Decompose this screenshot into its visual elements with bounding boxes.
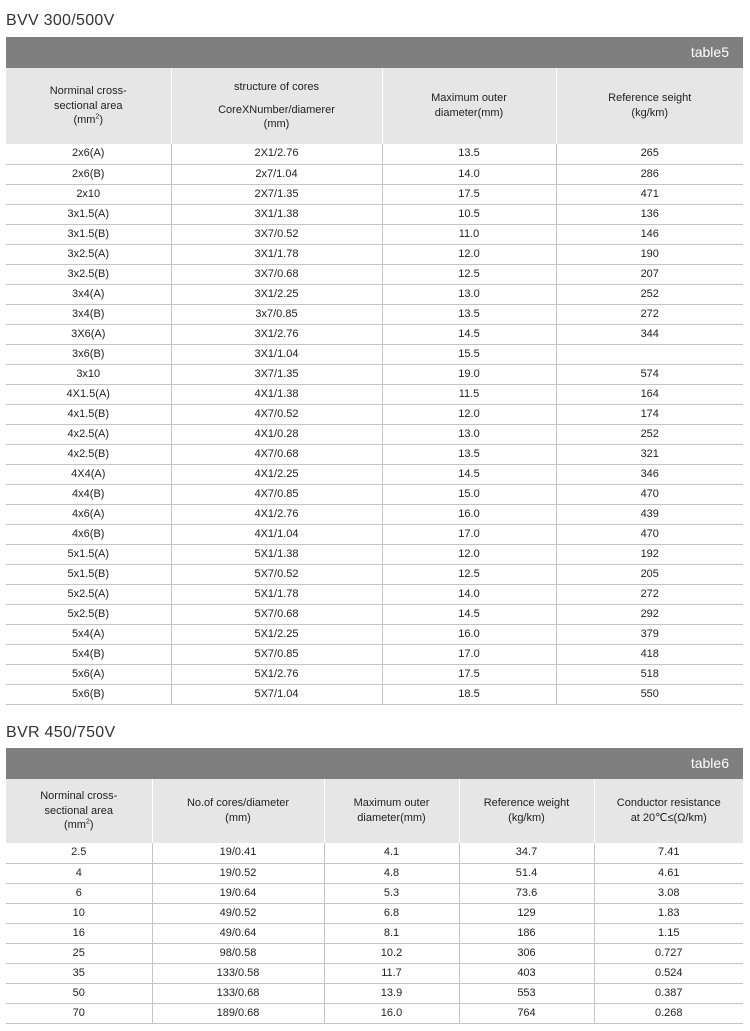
table-cell: 5X1/2.25 — [171, 624, 382, 644]
table-cell: 15.5 — [382, 344, 556, 364]
table6-header-cores: No.of cores/diameter (mm) — [152, 779, 324, 843]
table-row — [6, 444, 743, 464]
table-cell: 4x2.5(B) — [6, 444, 171, 464]
table-row — [6, 524, 743, 544]
table-cell: 5X1/1.78 — [171, 584, 382, 604]
table-cell: 764 — [459, 1003, 594, 1023]
table-cell: 439 — [556, 504, 743, 524]
table-cell: 50 — [6, 983, 152, 1003]
table-row — [6, 963, 743, 983]
table-cell: 4X1/1.04 — [171, 524, 382, 544]
table-cell: 5X1/2.76 — [171, 664, 382, 684]
table-cell: 3X7/1.35 — [171, 364, 382, 384]
table-cell: 0.727 — [594, 943, 743, 963]
table-cell: 16.0 — [382, 624, 556, 644]
table-cell: 11.0 — [382, 224, 556, 244]
table-row — [6, 943, 743, 963]
table-row — [6, 604, 743, 624]
table-cell: 286 — [556, 164, 743, 184]
table-cell: 34.7 — [459, 843, 594, 863]
table-row — [6, 264, 743, 284]
table-cell: 3x4(A) — [6, 284, 171, 304]
table-row — [6, 983, 743, 1003]
table-cell: 0.524 — [594, 963, 743, 983]
table-cell: 49/0.64 — [152, 923, 324, 943]
table-cell: 3X1/1.04 — [171, 344, 382, 364]
table-cell: 19/0.52 — [152, 863, 324, 883]
table6-header-weight: Reference weight (kg/km) — [459, 779, 594, 843]
table-cell: 3X1/2.76 — [171, 324, 382, 344]
table-cell: 186 — [459, 923, 594, 943]
table6-header-resistance: Conductor resistance at 20℃≤(Ω/km) — [594, 779, 743, 843]
table-cell: 471 — [556, 184, 743, 204]
table-row — [6, 564, 743, 584]
table-cell: 17.5 — [382, 184, 556, 204]
table-cell: 16.0 — [382, 504, 556, 524]
table-row — [6, 224, 743, 244]
table-row — [6, 184, 743, 204]
table-cell: 2X7/1.35 — [171, 184, 382, 204]
table-cell: 3X7/0.68 — [171, 264, 382, 284]
table-cell: 18.5 — [382, 684, 556, 704]
table5-section-title: BVV 300/500V — [6, 12, 115, 29]
table-cell: 4X4(A) — [6, 464, 171, 484]
table-cell: 3x7/0.85 — [171, 304, 382, 324]
table-cell: 5X7/0.68 — [171, 604, 382, 624]
table-cell: 51.4 — [459, 863, 594, 883]
table-cell: 5x6(A) — [6, 664, 171, 684]
table-cell: 3X1/1.38 — [171, 204, 382, 224]
table-cell: 35 — [6, 963, 152, 983]
table-cell: 4X7/0.85 — [171, 484, 382, 504]
table-cell: 321 — [556, 444, 743, 464]
table-cell: 17.0 — [382, 644, 556, 664]
table-cell: 205 — [556, 564, 743, 584]
table-cell: 3.08 — [594, 883, 743, 903]
table5-header-weight: Reference seight (kg/km) — [556, 68, 743, 144]
table-cell: 292 — [556, 604, 743, 624]
table-cell: 4x2.5(A) — [6, 424, 171, 444]
table-row — [6, 843, 743, 863]
table-row — [6, 664, 743, 684]
table-cell: 17.5 — [382, 664, 556, 684]
table-cell: 189/0.68 — [152, 1003, 324, 1023]
table-cell: 4.1 — [324, 843, 459, 863]
table5-header-row — [6, 68, 743, 144]
table-cell: 13.0 — [382, 424, 556, 444]
table5-body — [6, 144, 743, 704]
table-cell: 19/0.41 — [152, 843, 324, 863]
table-cell: 19.0 — [382, 364, 556, 384]
table-cell: 14.5 — [382, 604, 556, 624]
table-cell: 550 — [556, 684, 743, 704]
table-cell: 3X7/0.52 — [171, 224, 382, 244]
table-row — [6, 384, 743, 404]
table-row — [6, 244, 743, 264]
table-cell: 4.61 — [594, 863, 743, 883]
table-cell: 553 — [459, 983, 594, 1003]
table6-label: table6 — [690, 755, 729, 771]
table-cell: 518 — [556, 664, 743, 684]
table-cell: 2x10 — [6, 184, 171, 204]
table-cell: 13.5 — [382, 304, 556, 324]
table-cell: 5.3 — [324, 883, 459, 903]
table-cell: 4.8 — [324, 863, 459, 883]
table-cell: 5X7/0.85 — [171, 644, 382, 664]
table-row — [6, 903, 743, 923]
table-cell: 272 — [556, 304, 743, 324]
table-cell: 15.0 — [382, 484, 556, 504]
table-cell: 25 — [6, 943, 152, 963]
table5-header-outer-diameter: Maximum outer diameter(mm) — [382, 68, 556, 144]
table-cell: 3x6(B) — [6, 344, 171, 364]
table-row — [6, 364, 743, 384]
table-row — [6, 344, 743, 364]
table-cell: 4x6(A) — [6, 504, 171, 524]
table-cell: 5x6(B) — [6, 684, 171, 704]
table-cell: 10 — [6, 903, 152, 923]
table-cell: 16 — [6, 923, 152, 943]
table-cell: 190 — [556, 244, 743, 264]
table5-header-area: Norminal cross- sectional area $(mm^2)$ — [6, 68, 171, 144]
table5-label: table5 — [690, 44, 729, 60]
table-row — [6, 324, 743, 344]
table6 — [6, 779, 743, 1024]
table-cell: 49/0.52 — [152, 903, 324, 923]
table-cell: 5X7/1.04 — [171, 684, 382, 704]
table-cell: 4x6(B) — [6, 524, 171, 544]
table-cell: 2.5 — [6, 843, 152, 863]
table-cell: 344 — [556, 324, 743, 344]
table-cell: 12.0 — [382, 404, 556, 424]
table-row — [6, 304, 743, 324]
table-row — [6, 164, 743, 184]
table-cell: 8.1 — [324, 923, 459, 943]
table-cell: 403 — [459, 963, 594, 983]
table-cell: 207 — [556, 264, 743, 284]
table-cell: 3X6(A) — [6, 324, 171, 344]
table-cell: 12.5 — [382, 564, 556, 584]
table-cell: 5x4(B) — [6, 644, 171, 664]
table-cell: 73.6 — [459, 883, 594, 903]
table-cell: 4x1.5(B) — [6, 404, 171, 424]
table5-header-structure: structure of cores CoreXNumber/diamerer (mm) — [171, 68, 382, 144]
table-cell: 3x10 — [6, 364, 171, 384]
table-cell: 146 — [556, 224, 743, 244]
table-cell: 252 — [556, 284, 743, 304]
table-cell: 1.83 — [594, 903, 743, 923]
table-row — [6, 923, 743, 943]
table-cell: 192 — [556, 544, 743, 564]
table-cell: 13.0 — [382, 284, 556, 304]
table-row — [6, 684, 743, 704]
table-cell: 6 — [6, 883, 152, 903]
table-cell: 5x2.5(A) — [6, 584, 171, 604]
table-row — [6, 624, 743, 644]
table-row — [6, 484, 743, 504]
table-cell: 4X1.5(A) — [6, 384, 171, 404]
table6-header-outer-diameter: Maximum outer diameter(mm) — [324, 779, 459, 843]
table-cell: 164 — [556, 384, 743, 404]
table5-label-bar — [6, 37, 743, 68]
table-row — [6, 584, 743, 604]
table-cell: 10.5 — [382, 204, 556, 224]
table-cell: 7.41 — [594, 843, 743, 863]
table-row — [6, 204, 743, 224]
table5 — [6, 68, 743, 705]
table-cell: 5X7/0.52 — [171, 564, 382, 584]
table-cell: 306 — [459, 943, 594, 963]
table-cell: 10.2 — [324, 943, 459, 963]
table-cell: 3x2.5(B) — [6, 264, 171, 284]
table-cell — [556, 344, 743, 364]
table-cell: 5x2.5(B) — [6, 604, 171, 624]
table-cell: 4X7/0.52 — [171, 404, 382, 424]
table-cell: 3x4(B) — [6, 304, 171, 324]
table-cell: 14.0 — [382, 164, 556, 184]
table-cell: 4X1/2.25 — [171, 464, 382, 484]
table-cell: 5x4(A) — [6, 624, 171, 644]
table-cell: 346 — [556, 464, 743, 484]
table-cell: 574 — [556, 364, 743, 384]
table-cell: 4X7/0.68 — [171, 444, 382, 464]
table6-header-area: Norminal cross- sectional area $(mm^2)$ — [6, 779, 152, 843]
table-cell: 379 — [556, 624, 743, 644]
table-cell: 12.0 — [382, 244, 556, 264]
table-cell: 5X1/1.38 — [171, 544, 382, 564]
table-cell: 3x2.5(A) — [6, 244, 171, 264]
table-row — [6, 144, 743, 164]
table-cell: 4X1/0.28 — [171, 424, 382, 444]
table-cell: 133/0.68 — [152, 983, 324, 1003]
table-cell: 11.5 — [382, 384, 556, 404]
table-cell: 14.5 — [382, 464, 556, 484]
table-cell: 19/0.64 — [152, 883, 324, 903]
table6-body — [6, 843, 743, 1023]
table-cell: 4X1/1.38 — [171, 384, 382, 404]
table-row — [6, 1003, 743, 1023]
table-cell: 5x1.5(B) — [6, 564, 171, 584]
table-cell: 14.5 — [382, 324, 556, 344]
table-cell: 13.5 — [382, 444, 556, 464]
table6-label-bar — [6, 748, 743, 779]
table-cell: 70 — [6, 1003, 152, 1023]
table-cell: 6.8 — [324, 903, 459, 923]
table-cell: 2x6(A) — [6, 144, 171, 164]
table-cell: 17.0 — [382, 524, 556, 544]
table-cell: 3X1/1.78 — [171, 244, 382, 264]
table-cell: 4 — [6, 863, 152, 883]
table-cell: 2X1/2.76 — [171, 144, 382, 164]
table-cell: 252 — [556, 424, 743, 444]
table-cell: 14.0 — [382, 584, 556, 604]
table-cell: 3x1.5(A) — [6, 204, 171, 224]
table-cell: 5x1.5(A) — [6, 544, 171, 564]
table-cell: 470 — [556, 484, 743, 504]
table-row — [6, 424, 743, 444]
table-cell: 2x6(B) — [6, 164, 171, 184]
table6-section-title: BVR 450/750V — [6, 724, 116, 741]
table-cell: 1.15 — [594, 923, 743, 943]
table-cell: 470 — [556, 524, 743, 544]
table-row — [6, 883, 743, 903]
table-cell: 136 — [556, 204, 743, 224]
table-cell: 2x7/1.04 — [171, 164, 382, 184]
table-row — [6, 284, 743, 304]
table-cell: 12.0 — [382, 544, 556, 564]
table-cell: 133/0.58 — [152, 963, 324, 983]
table-cell: 12.5 — [382, 264, 556, 284]
table-cell: 272 — [556, 584, 743, 604]
table-cell: 3X1/2.25 — [171, 284, 382, 304]
table-row — [6, 644, 743, 664]
table-row — [6, 544, 743, 564]
table-cell: 418 — [556, 644, 743, 664]
table-cell: 0.268 — [594, 1003, 743, 1023]
table-cell: 3x1.5(B) — [6, 224, 171, 244]
table-cell: 265 — [556, 144, 743, 164]
table-cell: 98/0.58 — [152, 943, 324, 963]
table-cell: 13.5 — [382, 144, 556, 164]
table-cell: 4X1/2.76 — [171, 504, 382, 524]
table-row — [6, 504, 743, 524]
table-row — [6, 464, 743, 484]
table-cell: 13.9 — [324, 983, 459, 1003]
table6-header-row — [6, 779, 743, 843]
table-cell: 4x4(B) — [6, 484, 171, 504]
table-cell: 0.387 — [594, 983, 743, 1003]
table-cell: 11.7 — [324, 963, 459, 983]
table-row — [6, 404, 743, 424]
table-row — [6, 863, 743, 883]
table-cell: 174 — [556, 404, 743, 424]
table-cell: 16.0 — [324, 1003, 459, 1023]
table-cell: 129 — [459, 903, 594, 923]
